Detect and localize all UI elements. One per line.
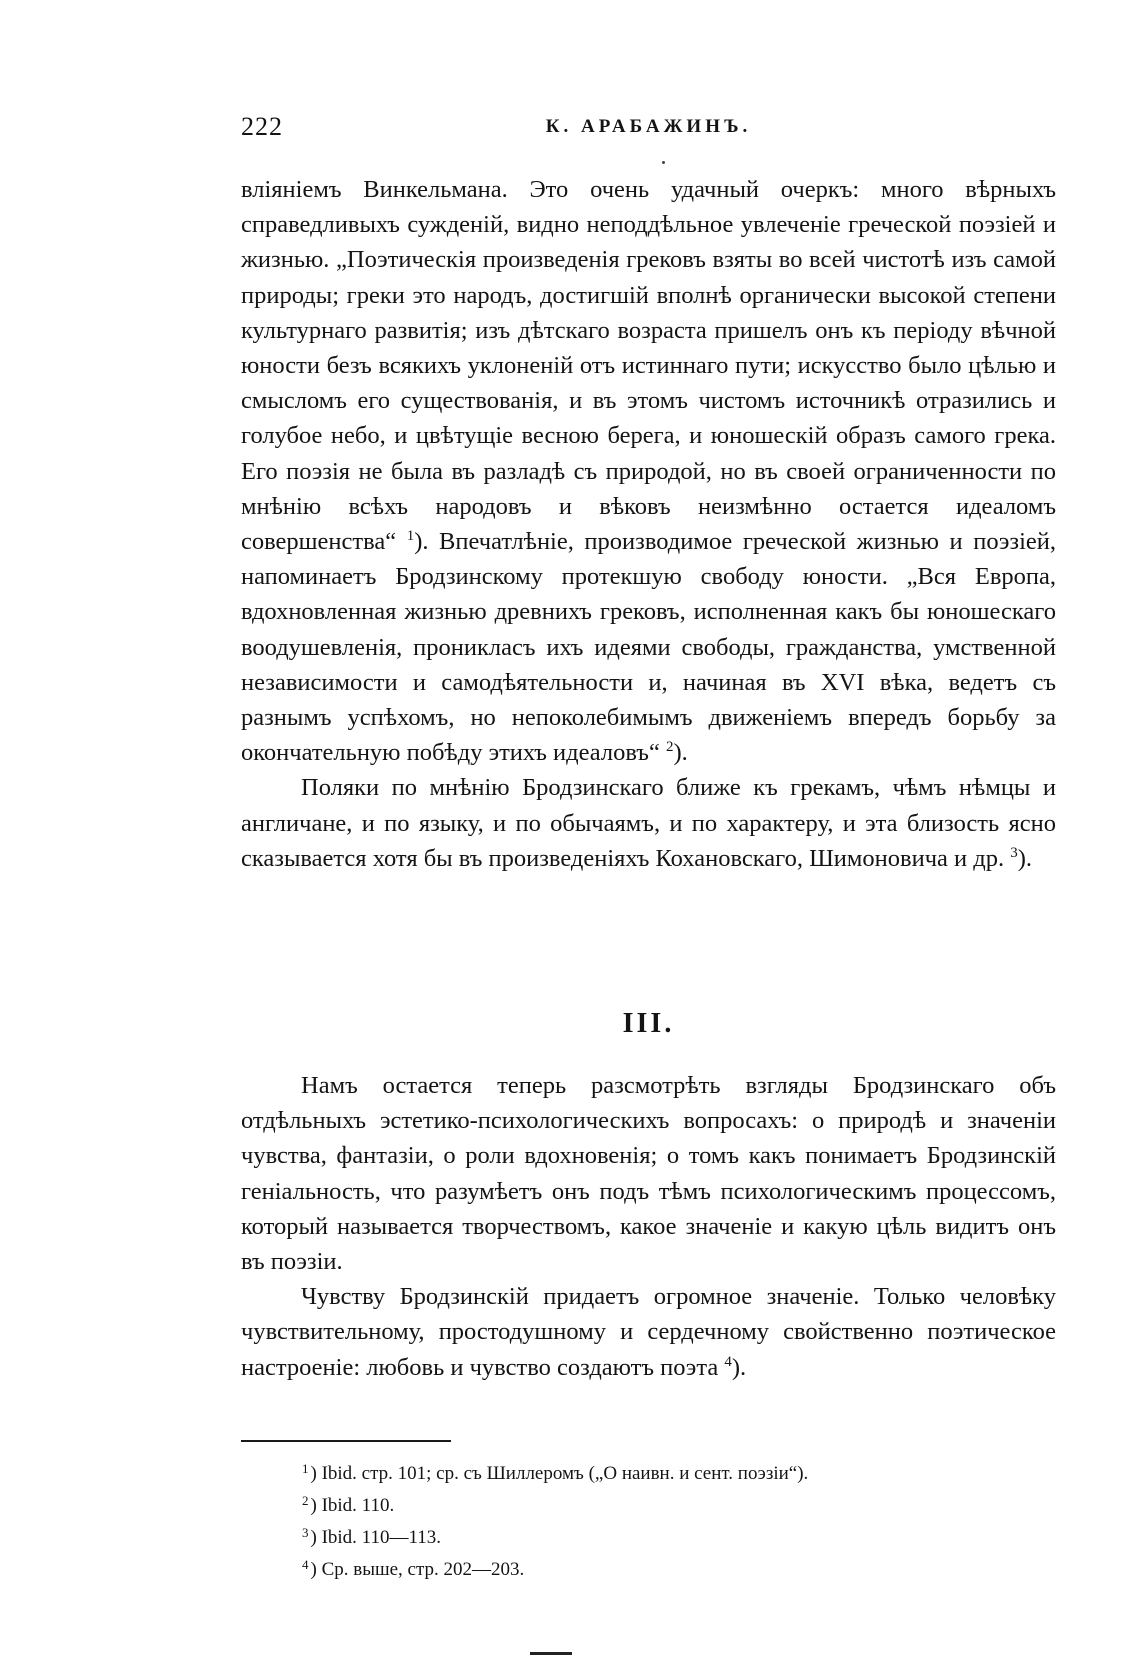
section-heading: III.: [622, 1008, 675, 1039]
paragraph: [241, 770, 1056, 876]
footnote-marker: 4: [302, 1557, 309, 1572]
running-head: К. АРАБАЖИНЪ.: [545, 116, 752, 137]
footnote-reference: 2: [665, 739, 674, 756]
footnote-reference: 1: [406, 527, 415, 544]
footnote: [302, 1519, 1002, 1551]
paragraph-text: ).: [673, 739, 688, 767]
footnote: [302, 1487, 1002, 1519]
footnote: [302, 1551, 1002, 1583]
footnote-reference: 4: [724, 1353, 732, 1370]
footnote: [302, 1455, 1002, 1487]
paragraph-text: ).: [731, 1353, 747, 1381]
footnote-marker: 1: [302, 1461, 309, 1476]
print-speck: [662, 161, 665, 164]
page-header: [241, 112, 1056, 152]
footnote-text: ) Ср. выше, стр. 202—203.: [310, 1559, 525, 1580]
bottom-print-mark: [530, 1652, 572, 1655]
footnote-text: ) Ibid. 110—113.: [310, 1527, 442, 1548]
paragraph: [241, 172, 1056, 770]
paragraph: [241, 1279, 1056, 1385]
paragraph: Намъ остается теперь разсмотрѣть взгляды Бродзинскаго объ отдѣльныхъ эстетико-психологическихъ вопросахъ: о природѣ и значеніи чувства, фантазіи, о роли вдохновенія; о томъ какъ понимаетъ Бродзинскій геніальность, что разумѣетъ онъ подъ тѣмъ психологическимъ процессомъ, который называется творчествомъ, какое значеніе и какую цѣль видитъ онъ въ поэзіи.: [241, 1072, 1056, 1276]
footnote-divider: [241, 1440, 451, 1442]
paragraph-text: вліяніемъ Винкельмана. Это очень удачный очеркъ: много вѣрныхъ справедливыхъ сужденій, видно неподдѣльное увлеченіе греческой поэзіей и жизнью. „Поэтическія произведенія грековъ взяты во всей чистотѣ изъ самой природы; греки это народъ, достигшій вполнѣ органически высокой степени культурнаго развитія; изъ дѣтскаго возраста пришелъ онъ къ періоду вѣчной юности безъ всякихъ уклоненій отъ истиннаго пути; искусство было цѣлью и смысломъ его существованія, и въ этомъ чистомъ источникѣ отразились и голубое небо, и цвѣтущіе весною берега, и юношескій образъ самого грека. Его поэзія не была въ разладѣ съ природой, но въ своей ограниченности по мнѣнію всѣхъ народовъ и вѣковъ неизмѣнно остается идеаломъ совершенства“: [241, 176, 1056, 556]
footnotes: [302, 1455, 1002, 1583]
paragraph-text: Поляки по мнѣнію Бродзинскаго ближе къ грекамъ, чѣмъ нѣмцы и англичане, и по языку, и по обычаямъ, и по характеру, и эта близость ясно сказывается хотя бы въ произведеніяхъ Кохановскаго, Шимоновича и др.: [241, 774, 1056, 872]
footnote-reference: 3: [1010, 844, 1018, 861]
paragraph-text: Чувству Бродзинскій придаетъ огромное значеніе. Только человѣку чувствительному, простодушному и сердечному свойственно поэтическое настроеніе: любовь и чувство создаютъ поэта: [241, 1283, 1056, 1381]
main-text: [241, 172, 1056, 876]
footnote-marker: 2: [302, 1493, 309, 1508]
footnote-text: ) Ibid. 110.: [310, 1495, 395, 1516]
paragraph-text: ). Впечатлѣніе, производимое греческой жизнью и поэзіей, напоминаетъ Бродзинскому протекшую свободу юности. „Вся Европа, вдохновленная жизнью древнихъ грековъ, исполненная какъ бы юношескаго воодушевленія, проникласъ ихъ идеями свободы, гражданства, умственной независимости и самодѣятельности и, начиная въ XVI вѣка, ведетъ съ разнымъ успѣхомъ, но непоколебимымъ движеніемъ впередъ борьбу за окончательную побѣду этихъ идеаловъ“: [241, 528, 1057, 767]
section-text: [241, 1068, 1056, 1385]
footnote-marker: 3: [302, 1525, 309, 1540]
paragraph-text: ).: [1017, 844, 1033, 872]
page-number: 222: [241, 112, 283, 141]
footnote-text: ) Ibid. стр. 101; ср. съ Шиллеромъ („О наивн. и сент. поэзіи“).: [310, 1463, 809, 1484]
